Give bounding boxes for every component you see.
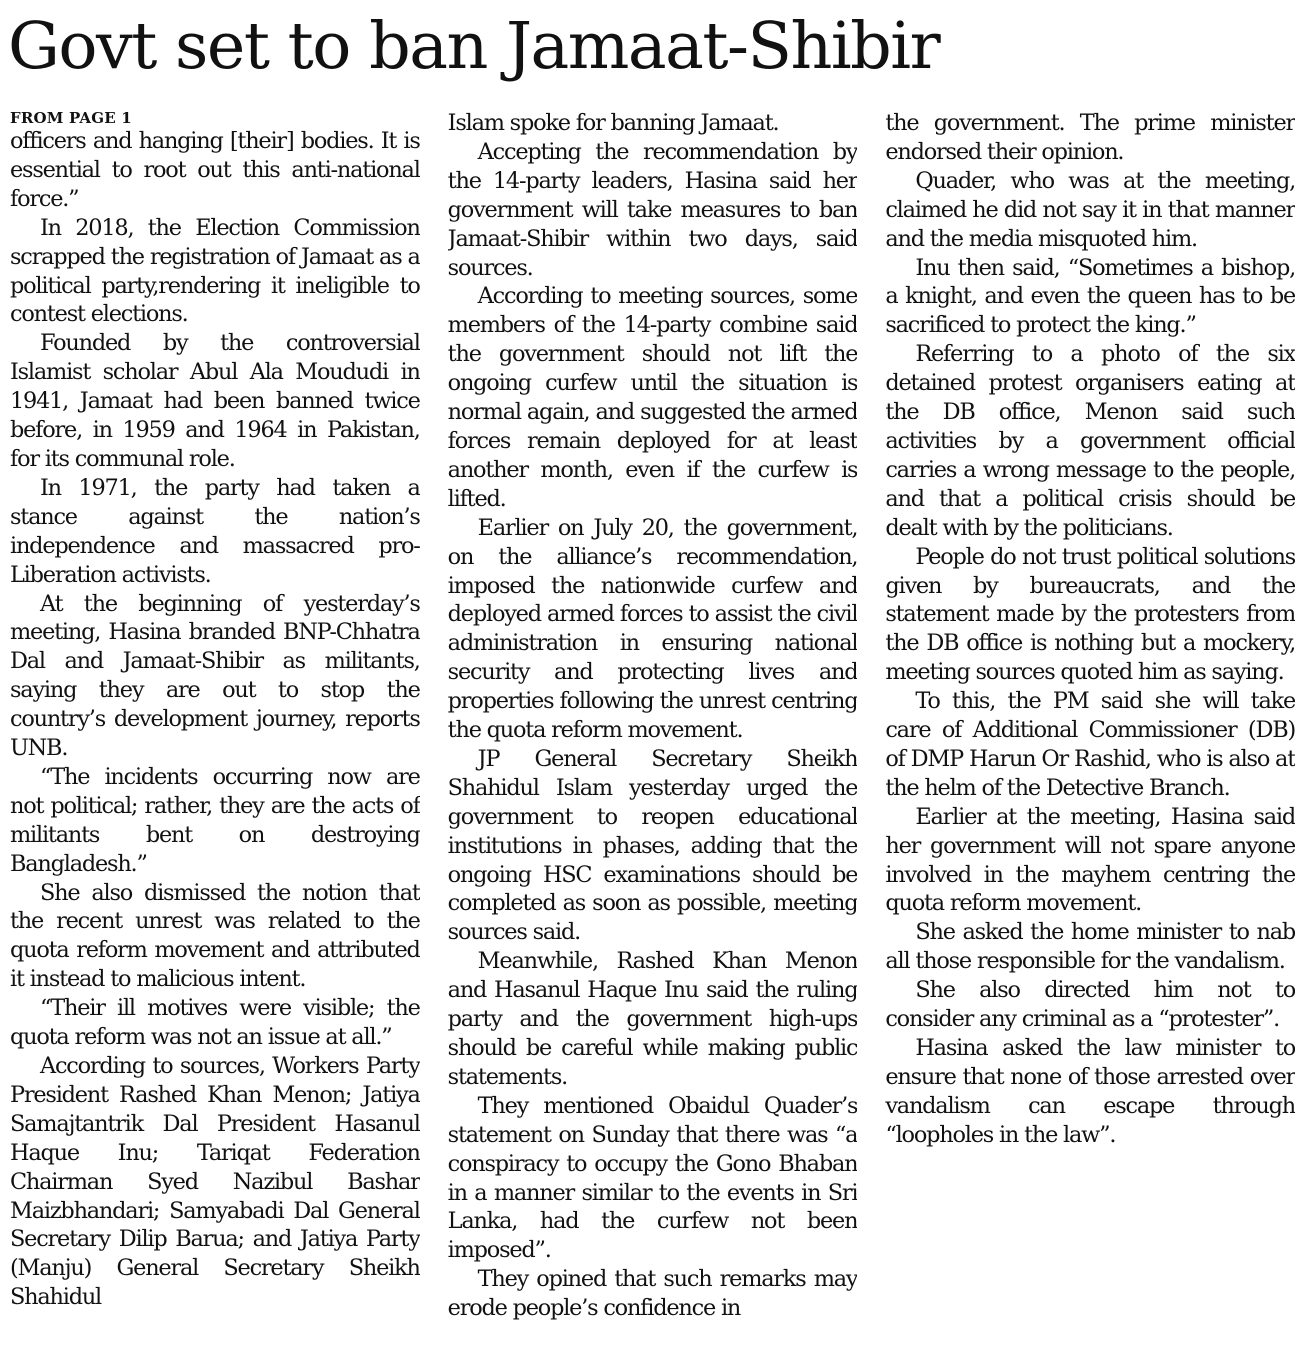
article-body: [10, 109, 1295, 1354]
paragraph: At the beginning of yesterday’s meeting, Hasina branded BNP-Chhatra Dal and Jamaat-Shibir as militants, saying they are out to stop the country’s development journey, reports UNB.: [10, 590, 420, 762]
paragraph: In 1971, the party had taken a stance against the nation’s independence and massacred pro-Liberation activists.: [10, 474, 420, 588]
paragraph: They opined that such remarks may erode people’s confidence in: [447, 1266, 858, 1322]
paragraph: Quader, who was at the meeting, claimed he did not say it in that manner and the media misquoted him.: [885, 167, 1296, 252]
paragraph: Inu then said, “Sometimes a bishop, a knight, and even the queen has to be sacrificed to protect the king.”: [885, 254, 1296, 339]
paragraph: In 2018, the Election Commission scrapped the registration of Jamaat as a political party,rendering it ineligible to contest elections.: [10, 214, 420, 328]
paragraph: According to meeting sources, some members of the 14-party combine said the government should not lift the ongoing curfew until the situation is normal again, and suggested the armed forces remain deployed for at least another month, even if the curfew is lifted.: [447, 283, 858, 512]
paragraph: According to sources, Workers Party President Rashed Khan Menon; Jatiya Samajtantrik Dal President Hasanul Haque Inu; Tariqat Federation Chairman Syed Nazibul Bashar Maizbhandari; Samyabadi Dal General Secretary Dilip Barua; and Jatiya Party (Manju) General Secretary Sheikh Shahidul: [10, 1053, 420, 1311]
paragraph: She also directed him not to consider any criminal as a “protester”.: [885, 977, 1296, 1033]
paragraph: “Their ill motives were visible; the quota reform was not an issue at all.”: [10, 995, 420, 1051]
paragraph: Referring to a photo of the six detained protest organisers eating at the DB office, Menon said such activities by a government official carries a wrong message to the people, and that a political crisis should be dealt with by the politicians.: [885, 341, 1296, 541]
paragraph: the government. The prime minister endorsed their opinion.: [885, 110, 1296, 165]
paragraph: Accepting the recommendation by the 14-party leaders, Hasina said her government will take measures to ban Jamaat-Shibir within two days, said sources.: [447, 138, 858, 281]
paragraph: JP General Secretary Sheikh Shahidul Islam yesterday urged the government to reopen educational institutions in phases, adding that the ongoing HSC examinations should be completed as soon as possible, meeting sources said.: [447, 745, 858, 946]
paragraph: officers and hanging [their] bodies. It is essential to root out this anti-national force.”: [10, 128, 420, 212]
continuation-kicker: FROM PAGE 1: [10, 109, 132, 127]
paragraph: Earlier on July 20, the government, on the alliance’s recommendation, imposed the nationwide curfew and deployed armed forces to assist the civil administration in ensuring national security and protecting lives and properties following the unrest centring the quota reform movement.: [447, 514, 858, 744]
paragraph: Earlier at the meeting, Hasina said her government will not spare anyone involved in the mayhem centring the quota reform movement.: [885, 803, 1296, 917]
paragraph: They mentioned Obaidul Quader’s statement on Sunday that there was “a conspiracy to occupy the Gono Bhaban in a manner similar to the events in Sri Lanka, had the curfew not been imposed”.: [447, 1092, 858, 1264]
column-3: [885, 109, 1295, 1354]
paragraph: To this, the PM said she will take care of Additional Commissioner (DB) of DMP Harun Or Rashid, who is also at the helm of the Detective Branch.: [885, 688, 1296, 801]
paragraph: She asked the home minister to nab all those responsible for the vandalism.: [885, 919, 1296, 975]
paragraph: Islam spoke for banning Jamaat.: [447, 110, 779, 136]
paragraph: Hasina asked the law minister to ensure that none of those arrested over vandalism can escape through “loopholes in the law”.: [885, 1035, 1296, 1148]
column-1: [10, 109, 420, 1354]
paragraph: “The incidents occurring now are not political; rather, they are the acts of militants bent on destroying Bangladesh.”: [10, 763, 420, 877]
headline: Govt set to ban Jamaat-Shibir: [8, 9, 940, 84]
paragraph: Founded by the controversial Islamist scholar Abul Ala Moududi in 1941, Jamaat had been banned twice before, in 1959 and 1964 in Pakistan, for its communal role.: [10, 330, 420, 472]
paragraph: Meanwhile, Rashed Khan Menon and Hasanul Haque Inu said the ruling party and the government high-ups should be careful while making public statements.: [447, 948, 858, 1090]
paragraph: She also dismissed the notion that the recent unrest was related to the quota reform movement and attributed it instead to malicious intent.: [10, 879, 420, 993]
column-2: [448, 109, 858, 1354]
paragraph: People do not trust political solutions given by bureaucrats, and the statement made by the protesters from the DB office is nothing but a mockery, meeting sources quoted him as saying.: [885, 543, 1296, 686]
